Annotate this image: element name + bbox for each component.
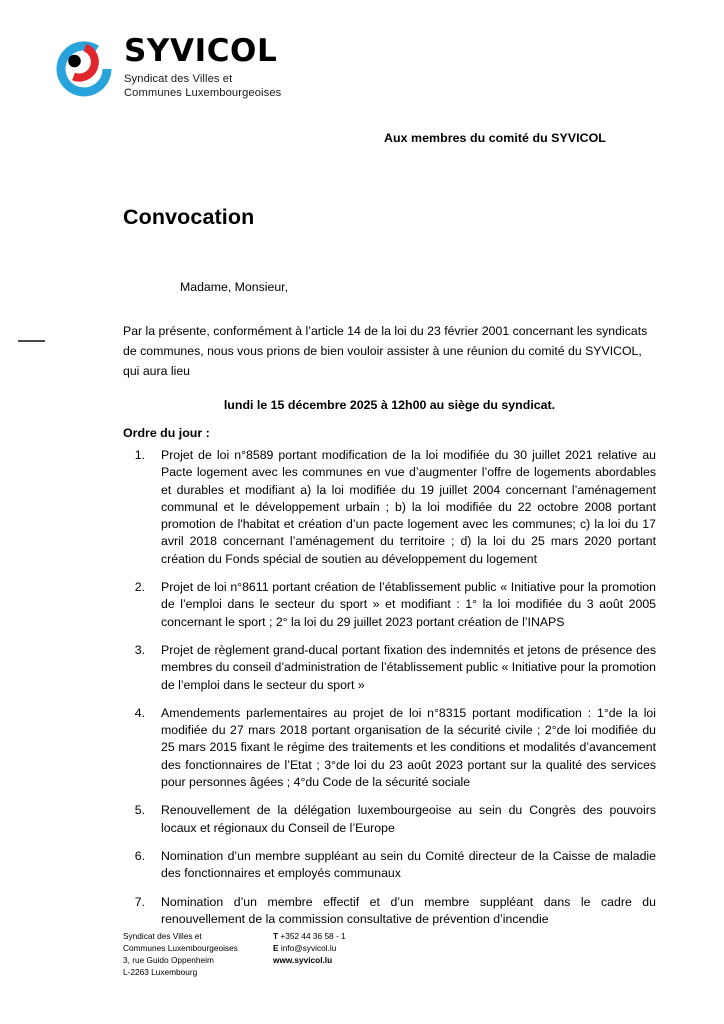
page-title: Convocation [123, 205, 255, 229]
agenda-item-text: Nomination d’un membre effectif et d’un membre suppléant dans le cadre du renouvellement de la commission consultative de prévention d’incendie [161, 894, 656, 926]
agenda-item [123, 642, 656, 694]
agenda-item-text: Projet de loi n°8589 portant modification de la loi modifiée du 30 juillet 2021 relative au Pacte logement avec les communes en vue d’augmenter l’offre de logements abordables et durables et modifiant a) la loi modifiée du 19 juillet 2004 concernant l’aménagement communal et le développement urbain ; b) la loi modifiée du 22 octobre 2008 portant promotion de l'habitat et création d’un pacte logement avec les communes; c) la loi du 17 avril 2018 concernant l’aménagement du territoire ; d) la loi du 25 mars 2020 portant création du Fonds spécial de soutien au développement du logement [161, 448, 656, 566]
page-footer [123, 930, 473, 978]
salutation: Madame, Monsieur, [180, 280, 288, 294]
agenda-item-text: Amendements parlementaires au projet de loi n°8315 portant modification : 1°de la loi modifiée du 27 mars 2018 portant organisation de la sécurité civile ; 2°de loi modifiée du 25 mars 2015 fixant le régime des traitements et les conditions et modalités d’avancement des fonctionnaires de l’Etat ; 3°de loi du 23 août 2023 portant sur la qualité des services pour personnes âgées ; 4°du Code de la sécurité sociale [161, 705, 656, 790]
agenda-list [123, 447, 656, 939]
agenda-item [123, 579, 656, 631]
agenda-item-number: 4. [134, 705, 145, 720]
logo-text-block [124, 33, 281, 100]
agenda-item [123, 894, 656, 929]
footer-contact-column [273, 930, 473, 978]
agenda-item-number: 7. [134, 894, 145, 909]
footer-email-label: E [273, 943, 279, 954]
intro-paragraph: Par la présente, conformément à l’article 14 de la loi du 23 février 2001 concernant les syndicats de communes, nous vous prions de bien vouloir assister à une réunion du comité du SYVICOL, qui aura lieu [123, 324, 648, 378]
agenda-heading: Ordre du jour : [123, 426, 210, 440]
agenda-item-number: 1. [134, 448, 145, 462]
agenda-item [123, 705, 656, 791]
agenda-item-text: Nomination d’un membre suppléant au sein du Comité directeur de la Caisse de maladie des fonctionnaires et employés communaux [161, 848, 656, 881]
margin-tick-mark [18, 340, 45, 342]
syvicol-logo [52, 33, 281, 101]
agenda-item-number: 5. [134, 803, 145, 818]
agenda-item-text: Projet de loi n°8611 portant création de l’établissement public « Initiative pour la promotion de l’emploi dans le secteur du sport » et modifiant : 1° la loi modifiée du 3 août 2005 concernant le sport ; 2° la loi du 29 juillet 2023 portant création de l’INAPS [161, 580, 656, 629]
footer-email [273, 942, 473, 954]
footer-address-line-3: 3, rue Guido Oppenheim [123, 955, 214, 966]
logo-wordmark: SYVICOL [124, 33, 278, 69]
agenda-item-text: Projet de règlement grand-ducal portant fixation des indemnités et jetons de présence des membres du conseil d’administration de l’établissement public « Initiative pour la promotion de l’emploi dans le secteur du sport » [161, 642, 656, 692]
footer-address-column [123, 930, 273, 978]
agenda-item [123, 802, 656, 837]
agenda-item-number: 2. [134, 580, 145, 595]
footer-phone-label: T [273, 931, 279, 941]
logo-subtitle-line-2: Communes Luxembourgeoises [124, 86, 282, 99]
agenda-item-number: 3. [134, 642, 145, 657]
footer-address-line-2: Communes Luxembourgeoises [123, 943, 238, 954]
agenda-item-text: Renouvellement de la délégation luxembourgeoise au sein du Congrès des pouvoirs locaux et régionaux du Conseil de l’Europe [161, 803, 656, 835]
syvicol-logo-mark-icon [52, 37, 116, 101]
footer-address-line-1: Syndicat des Villes et [123, 931, 202, 941]
footer-phone [273, 930, 473, 942]
logo-subtitle [124, 72, 281, 100]
footer-phone-value: +352 44 36 58 - 1 [278, 931, 346, 941]
agenda-item [123, 848, 656, 883]
footer-address-line-4: L-2263 Luxembourg [123, 967, 198, 978]
meeting-datetime: lundi le 15 décembre 2025 à 12h00 au siège du syndicat. [223, 398, 556, 412]
logo-subtitle-line-1: Syndicat des Villes et [124, 72, 233, 85]
addressee-line: Aux membres du comité du SYVICOL [384, 131, 606, 145]
footer-email-value[interactable]: info@syvicol.lu [278, 943, 337, 954]
agenda-item-number: 6. [134, 848, 145, 863]
footer-website[interactable]: www.syvicol.lu [273, 955, 333, 966]
agenda-item [123, 447, 656, 568]
